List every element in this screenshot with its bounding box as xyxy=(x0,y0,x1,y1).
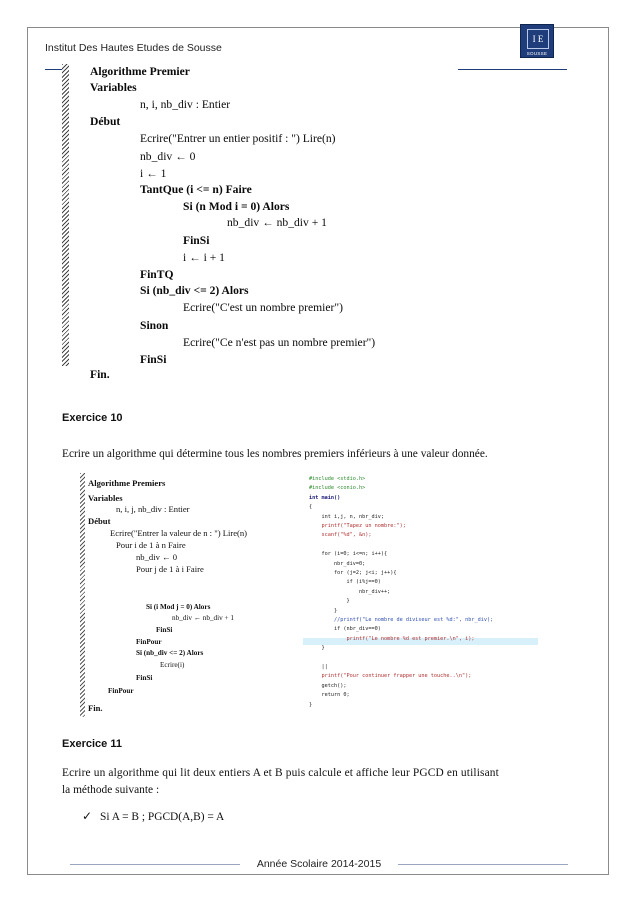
algorithm-premiers-line: Pour i de 1 à n Faire xyxy=(116,540,186,550)
c-code-line: #include <stdio.h> xyxy=(309,476,366,482)
exercice-10-statement: Ecrire un algorithme qui détermine tous les nombres premiers inférieurs à une valeur donnée. xyxy=(62,448,488,460)
algorithm-premier-line: Ecrire("Ce n'est pas un nombre premier") xyxy=(183,336,376,349)
c-code-line: printf("Tapez un nombre:"); xyxy=(309,523,406,529)
exercice-10-title: Exercice 10 xyxy=(62,412,123,424)
header-institution: Institut Des Hautes Etudes de Sousse xyxy=(45,42,222,54)
c-code-line: printf("Pour continuer frapper une touche..\n"); xyxy=(309,673,472,680)
algorithm-premier-line: i ← 1 xyxy=(140,167,167,180)
exercice-11-statement-line1: Ecrire un algorithme qui lit deux entiers A et B puis calcule et affiche leur PGCD en utilisant xyxy=(62,767,499,779)
algorithm-premiers-line: FinSi xyxy=(136,674,153,682)
logo-word: SOUSSE xyxy=(526,51,548,56)
c-code-line: } xyxy=(309,598,350,605)
algorithm-premier-line: FinTQ xyxy=(140,268,174,281)
algorithm-premier-line: Fin. xyxy=(90,368,110,381)
algorithm-premier-line: n, i, nb_div : Entier xyxy=(140,98,231,111)
algorithm-premier-line: nb_div ← nb_div + 1 xyxy=(227,216,327,229)
algorithm-premier-line: Sinon xyxy=(140,319,169,332)
c-code-line: //printf("Le nombre de diviseur est %d:", nbr_div); xyxy=(309,617,494,623)
c-code-line: nbr_div=0; xyxy=(309,560,366,567)
algorithm-premiers-line: n, i, j, nb_div : Entier xyxy=(116,504,190,514)
algorithm-premiers-line: Algorithme Premiers xyxy=(88,478,166,488)
exercice-11-statement-line2: la méthode suivante : xyxy=(62,784,160,796)
c-code-line: || xyxy=(309,664,328,670)
page-footer xyxy=(70,858,568,870)
algorithm-premiers-line: Pour j de 1 à i Faire xyxy=(136,564,204,574)
logo-letters: I E xyxy=(527,29,549,49)
footer-text: Année Scolaire 2014-2015 xyxy=(249,858,389,870)
algorithm-premiers-line: FinPour xyxy=(136,638,162,646)
c-code-line: { xyxy=(309,504,313,511)
algorithm-premiers-line: Variables xyxy=(88,493,123,503)
c-code-line: if (i%j==0) xyxy=(309,579,381,586)
c-code-line: printf("Le nombre %d est premier.\n", i); xyxy=(309,635,475,642)
c-code-line: } xyxy=(309,645,325,652)
algorithm-premier-line: Début xyxy=(90,115,121,128)
exercice-11-bullet-1: Si A = B ; PGCD(A,B) = A xyxy=(100,811,225,823)
c-code-line: int i,j, n, nbr_div; xyxy=(309,513,384,520)
hatch-border xyxy=(80,473,85,717)
c-code-line: #include <conio.h> xyxy=(309,485,366,492)
c-code-line: return 0; xyxy=(309,692,350,699)
exercice-11-title: Exercice 11 xyxy=(62,738,122,750)
institution-logo-icon xyxy=(520,24,554,58)
algorithm-premier-line: Variables xyxy=(90,81,137,94)
algorithm-premiers-line: Ecrire("Entrer la valeur de n : ") Lire(n) xyxy=(110,528,248,538)
algorithm-premiers-line: nb_div ← 0 xyxy=(136,552,178,562)
algorithm-premier-line: Ecrire("C'est un nombre premier") xyxy=(183,301,343,314)
algorithm-premiers-line: Début xyxy=(88,516,111,526)
algorithm-premiers-line: Fin. xyxy=(88,703,103,713)
algorithm-premier-line: i ← i + 1 xyxy=(183,251,225,264)
c-code-line: if (nbr_div==0) xyxy=(309,626,381,633)
c-code-line: for (i=0; i<=n; i++){ xyxy=(309,551,388,558)
c-code-line: } xyxy=(309,607,338,614)
hatch-border xyxy=(62,64,69,366)
c-code-image xyxy=(303,475,538,715)
algorithm-premiers-line: Si (nb_div <= 2) Alors xyxy=(136,649,204,657)
algorithm-premiers-line: FinPour xyxy=(108,687,134,695)
algorithm-premier-line: FinSi xyxy=(140,353,167,366)
c-code-line: getch(); xyxy=(309,682,347,689)
c-code-line: scanf("%d", &n); xyxy=(309,532,372,539)
algorithm-premier-line: Si (n Mod i = 0) Alors xyxy=(183,200,290,213)
c-code-line: int main() xyxy=(309,494,341,501)
algorithm-premiers-line: nb_div ← nb_div + 1 xyxy=(172,614,234,622)
algorithm-premiers-line: Ecrire(i) xyxy=(160,661,185,669)
algorithm-premier-line: TantQue (i <= n) Faire xyxy=(140,183,252,196)
algorithm-premiers-line: Si (i Mod j = 0) Alors xyxy=(146,603,211,611)
checkmark-icon: ✓ xyxy=(82,809,93,823)
algorithm-premier-line: FinSi xyxy=(183,234,210,247)
c-code-line: for (j=2; j<i; j++){ xyxy=(309,570,397,576)
algorithm-premier-line: nb_div ← 0 xyxy=(140,150,196,163)
algorithm-premier-line: Ecrire("Entrer un entier positif : ") Lire(n) xyxy=(140,132,336,145)
page-header xyxy=(45,14,567,54)
algorithm-premiers-image xyxy=(80,471,290,719)
c-code-line: } xyxy=(309,701,313,708)
algorithm-premier-line: Algorithme Premier xyxy=(90,65,190,78)
algorithm-premier-line: Si (nb_div <= 2) Alors xyxy=(140,284,249,297)
algorithm-premiers-line: FinSi xyxy=(156,626,173,634)
algorithm-premier-image xyxy=(62,61,458,381)
c-code-line: nbr_div++; xyxy=(309,588,391,595)
